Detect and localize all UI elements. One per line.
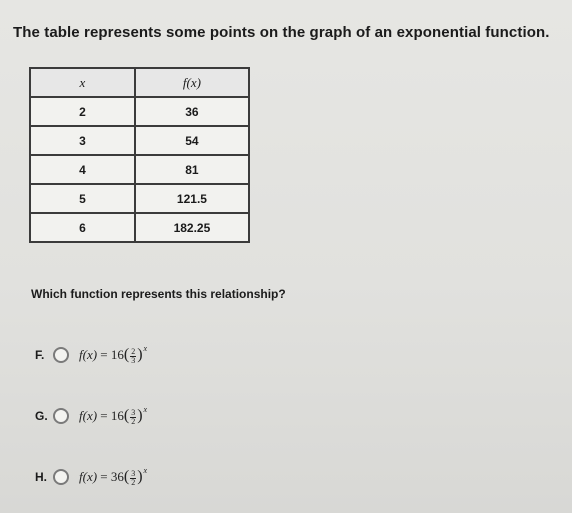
x-cell: 4 — [30, 155, 135, 184]
table-row — [30, 184, 249, 213]
right-paren: ) — [137, 346, 143, 363]
x-cell: 2 — [30, 97, 135, 126]
points-table — [29, 67, 250, 243]
formula — [79, 404, 148, 426]
fraction-numerator: 3 — [131, 407, 136, 417]
left-paren: ( — [123, 346, 130, 363]
fraction-numerator: 3 — [131, 468, 136, 478]
equals-sign: = — [100, 469, 108, 484]
data-table — [29, 67, 250, 243]
coefficient: 16 — [110, 347, 124, 362]
prompt-text: Which function represents this relationship? — [31, 287, 286, 301]
formula — [79, 465, 148, 487]
x-column-header: x — [30, 68, 135, 97]
right-paren: ) — [137, 407, 143, 424]
question-text: The table represents some points on the graph of an exponential function. — [13, 24, 550, 41]
fraction-denominator: 3 — [131, 355, 136, 365]
exponent: x — [143, 343, 148, 353]
choice-letter: H. — [35, 470, 47, 484]
coefficient: 36 — [110, 469, 124, 484]
radio-button-icon[interactable] — [53, 469, 69, 485]
fx-cell: 54 — [135, 126, 249, 155]
fx-cell: 121.5 — [135, 184, 249, 213]
exponent: x — [143, 465, 148, 475]
left-paren: ( — [123, 407, 130, 424]
table-header-row — [30, 68, 249, 97]
fx-column-header: f(x) — [135, 68, 249, 97]
right-paren: ) — [137, 468, 143, 485]
fraction — [130, 470, 136, 487]
formula — [79, 343, 148, 365]
equals-sign: = — [100, 408, 108, 423]
radio-button-icon[interactable] — [53, 347, 69, 363]
fraction-numerator: 2 — [131, 346, 136, 356]
radio-button-icon[interactable] — [53, 408, 69, 424]
choice-g[interactable] — [35, 405, 147, 427]
fx-cell: 36 — [135, 97, 249, 126]
left-paren: ( — [123, 468, 130, 485]
fraction-denominator: 2 — [131, 477, 136, 487]
table-row — [30, 97, 249, 126]
exponent: x — [143, 404, 148, 414]
fraction — [130, 348, 136, 365]
table-row — [30, 213, 249, 242]
formula-lhs: f(x) — [79, 408, 98, 423]
coefficient: 16 — [110, 408, 124, 423]
choice-letter: G. — [35, 409, 48, 423]
fx-cell: 81 — [135, 155, 249, 184]
x-cell: 3 — [30, 126, 135, 155]
fx-cell: 182.25 — [135, 213, 249, 242]
fraction-denominator: 2 — [131, 416, 136, 426]
choice-letter: F. — [35, 348, 45, 362]
table-row — [30, 155, 249, 184]
choice-f[interactable] — [35, 344, 147, 366]
formula-lhs: f(x) — [79, 469, 98, 484]
x-cell: 6 — [30, 213, 135, 242]
formula-lhs: f(x) — [79, 347, 98, 362]
fraction — [130, 409, 136, 426]
table-row — [30, 126, 249, 155]
choice-h[interactable] — [35, 466, 147, 488]
x-cell: 5 — [30, 184, 135, 213]
equals-sign: = — [100, 347, 108, 362]
